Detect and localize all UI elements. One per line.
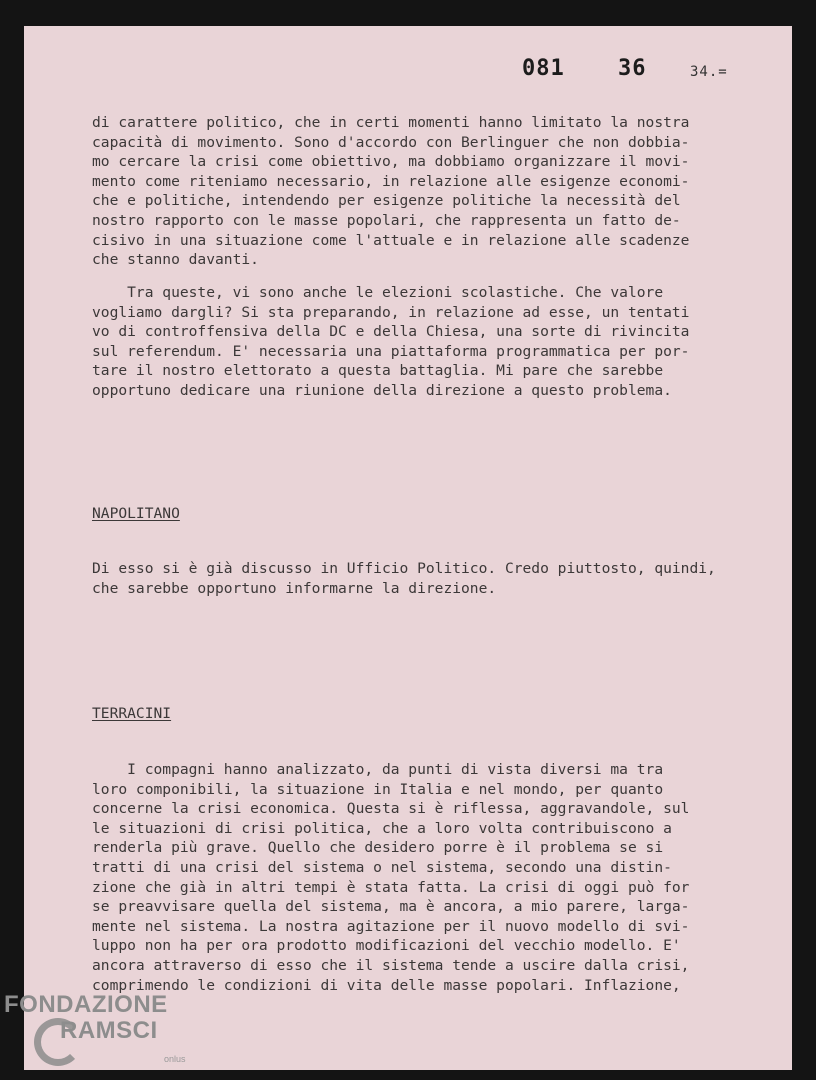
paragraph-intro: di carattere politico, che in certi momenti hanno limitato la nostra capacità di movimento. Sono d'accordo con Berlinguer che non dobbia- mo cercare la crisi come obiettivo, ma dobbiamo organizzare il movi- mento come riteniamo necessario, in relazione alle esigenze economi- che e politiche, intendendo per esigenze politiche la necessità del nostro rapporto con le masse popolari, che rappresenta un fatto de- cisivo in una situazione come l'attuale e in relazione alle scadenze che stanno davanti. — [92, 114, 690, 269]
logo-subtitle: onlus — [164, 1054, 186, 1064]
logo-g-icon — [34, 1018, 82, 1066]
page-number: 34.= — [690, 64, 728, 80]
speaker-napolitano: NAPOLITANO — [92, 505, 180, 522]
speaker-terracini: TERRACINI — [92, 705, 172, 722]
folder-number: 36 — [618, 56, 647, 81]
logo-line-2: RAMSCI — [60, 1017, 158, 1044]
logo-line-1: FONDAZIONE — [4, 991, 168, 1018]
archive-number: 081 — [522, 56, 565, 81]
paragraph-elections: Tra queste, vi sono anche le elezioni scolastiche. Che valore vogliamo dargli? Si sta preparando, in relazione ad esse, un tentati vo di controffensiva della DC e della Chiesa, una sorte di rivincita sul referendum. E' necessaria una piattaforma programmatica per por- tare il nostro elettorato a questa battaglia. Mi pare che sarebbe opportuno dedicare una riunione della direzione a questo problema. — [92, 284, 690, 399]
paragraph-napolitano: Di esso si è già discusso in Ufficio Politico. Credo piuttosto, quindi, che sarebbe opportuno informarne la direzione. — [92, 560, 716, 597]
paragraph-terracini: I compagni hanno analizzato, da punti di vista diversi ma tra loro componibili, la situazione in Italia e nel mondo, per quanto concerne la crisi economica. Questa si è riflessa, aggravandole, sul le situazioni di crisi politica, che a loro volta contribuiscono a renderla più grave. Quello che desidero porre è il problema se si tratti di una crisi del sistema o nel sistema, secondo una distin- zione che già in altri tempi è stata fatta. La crisi di oggi può for se preavvisare quella del sistema, ma è ancora, a mio parere, larga- mente nel sistema. La nostra agitazione per il nuovo modello di svi- luppo non ha per ora prodotto modificazioni del vecchio modello. E' ancora attraverso di esso che il sistema tende a uscire dalla crisi, comprimendo le condizioni di vita delle masse popolari. Inflazione, — [92, 761, 690, 994]
fondazione-gramsci-logo — [4, 991, 186, 1064]
